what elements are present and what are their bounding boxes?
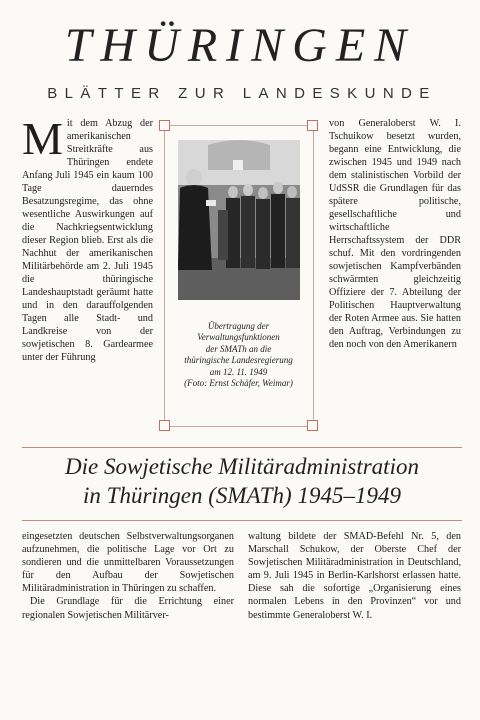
masthead-title: THÜRINGEN	[64, 19, 416, 72]
body-paragraph: Die Grundlage für die Errichtung einer regionalen Sowjetischen Militärver-	[22, 596, 234, 621]
divider-top	[22, 447, 462, 448]
frame-corner	[307, 420, 318, 431]
drop-cap: M	[22, 113, 63, 164]
intro-left-text: it dem Abzug der amerikanischen Streitkräfte aus Thüringen endete Anfang Juli 1945 ein kaum 100 Tage dauerndes Besatzungsregime, das ohne wesentliche Auswirkungen auf die Nachkriegsentwicklung dieser Region blieb. Erst als die Nachhut der amerikanischen Militärbehörde am 2. Juli 1945 die thüringische Landeshauptstadt geräumt hatte und in den darauffolgenden Tagen alle Stadt- und Landkreise von der sowjetischen 8. Gardearmee unter der Führung	[22, 118, 153, 363]
headline-line: Die Sowjetische Militäradministration	[65, 454, 419, 479]
caption-line: am 12. 11. 1949	[209, 366, 268, 377]
body-column-right: waltung bildete der SMAD-Befehl Nr. 5, den Marschall Schukow, der Oberste Chef der Sowjetischen Militäradministration in Deutschland, am 9. Juli 1945 in Berlin-Karlshorst erlassen hatte. Diese sah die sofortige „Organisierung eines normalen Lebens in den Provinzen“ vor und bestimmte Generaloberst W. I.	[248, 531, 461, 621]
caption-line: der SMATh an die	[205, 343, 272, 354]
masthead-subtitle: BLÄTTER ZUR LANDESKUNDE	[47, 85, 437, 102]
frame-corner	[307, 120, 318, 131]
caption-line: thüringische Landesregierung	[184, 355, 293, 366]
intro-column-right: von Generaloberst W. I. Tschuikow besetzt wurden, begann eine Entwicklung, die zwischen 1945 und 1949 nach dem stalinistischen Vorbild der UdSSR die Grundlagen für das spätere politische, gesellschaftliche und wirtschaftliche Herrschaftssystem der DDR schuf. Mit den vordringenden sowjetischen Kampfverbänden schwärmten gleichzeitig Offiziere der 7. Abteilung der Politischen Hauptverwaltung der Roten Armee aus. Sie hatten den Auftrag, Verbindungen zu den noch von den Amerikanern	[329, 118, 461, 350]
frame-corner	[159, 120, 170, 131]
frame-corner	[159, 420, 170, 431]
body-paragraph: eingesetzten deutschen Selbstverwaltungsorganen aufzunehmen, die politische Lage vor Ort zu sondieren und die unmittelbaren Voraussetzungen für den Aufbau der Sowjetischen Militäradministration in Thüringen zu schaffen.	[22, 531, 234, 595]
article-headline	[22, 452, 462, 510]
body-column-left	[22, 530, 234, 622]
photo-caption	[168, 321, 309, 389]
caption-line: Verwaltungsfunktionen	[197, 332, 280, 343]
historic-photo	[178, 140, 300, 300]
headline-line: in Thüringen (SMATh) 1945–1949	[83, 483, 401, 508]
divider-bottom	[22, 520, 462, 521]
intro-column-left	[22, 113, 153, 364]
caption-line: Übertragung der	[207, 321, 270, 331]
caption-line: (Foto: Ernst Schäfer, Weimar)	[184, 378, 293, 389]
